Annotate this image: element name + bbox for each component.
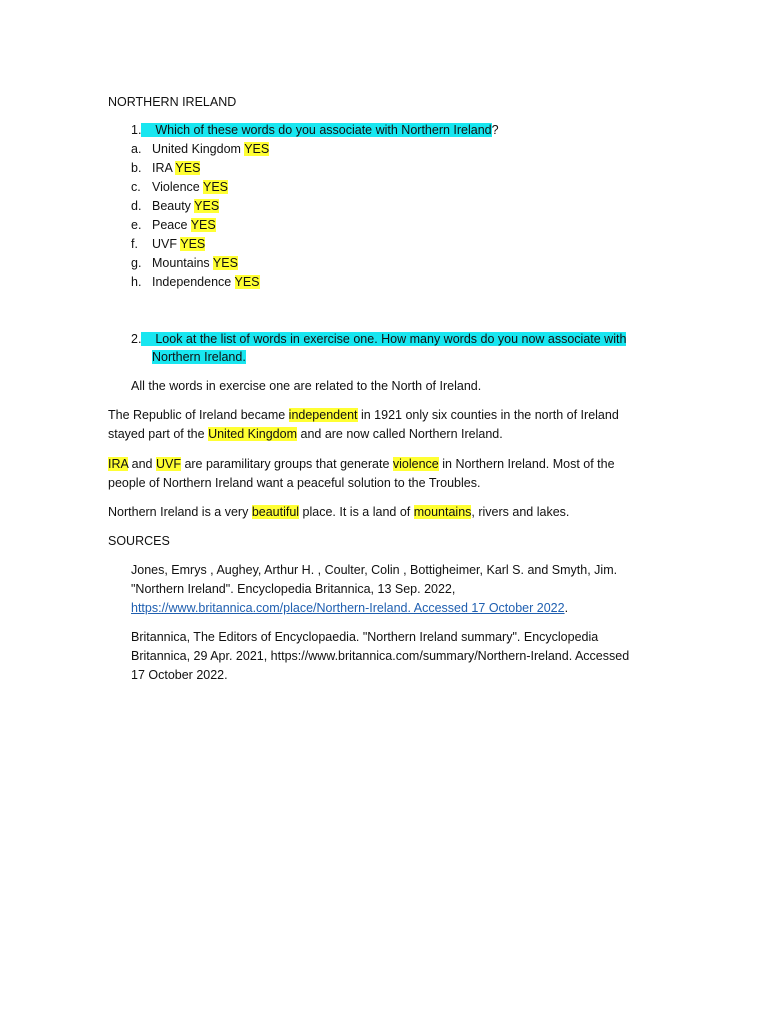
question-text-highlight: Which of these words do you associate with Northern Ireland <box>141 123 491 137</box>
yes-highlight: YES <box>180 237 206 251</box>
list-item: g. Mountains YES <box>131 256 238 270</box>
answer-statement: All the words in exercise one are related to the North of Ireland. <box>131 379 482 393</box>
list-item: f. UVF YES <box>131 237 206 251</box>
list-item: a. United Kingdom YES <box>131 142 270 156</box>
source-1-line2: "Northern Ireland". Encyclopedia Britannica, 13 Sep. 2022, <box>131 582 456 596</box>
yes-highlight: YES <box>190 218 216 232</box>
paragraph-landscape: Northern Ireland is a very beautiful place. It is a land of mountains, rivers and lakes. <box>108 505 570 519</box>
source-2-line3: 17 October 2022. <box>131 668 228 682</box>
question-2-continued: Northern Ireland. <box>152 350 246 364</box>
question-2 <box>131 331 626 347</box>
question-1: 1. Which of these words do you associate with Northern Ireland? <box>131 123 499 137</box>
list-item: c. Violence YES <box>131 180 228 194</box>
yes-highlight: YES <box>244 142 270 156</box>
yes-highlight: YES <box>194 199 220 213</box>
source-2-line1: Britannica, The Editors of Encyclopaedia. "Northern Ireland summary". Encyclopedia <box>131 630 599 644</box>
question-number: 1. <box>131 123 142 137</box>
yes-highlight: YES <box>175 161 201 175</box>
paragraph-paramilitary: IRA and UVF are paramilitary groups that generate violence in Northern Ireland. Most of the <box>108 457 615 471</box>
paragraph-paramilitary-line2: people of Northern Ireland want a peaceful solution to the Troubles. <box>108 476 481 490</box>
list-item: d. Beauty YES <box>131 199 220 213</box>
list-item: e. Peace YES <box>131 218 216 232</box>
paragraph-independence-line2: stayed part of the United Kingdom and are now called Northern Ireland. <box>108 427 503 441</box>
britannica-link[interactable]: https://www.britannica.com/place/Northern-Ireland. Accessed 17 October 2022 <box>131 601 565 615</box>
list-item: h. Independence YES <box>131 275 260 289</box>
sources-heading: SOURCES <box>108 534 170 548</box>
yes-highlight: YES <box>234 275 260 289</box>
paragraph-independence: The Republic of Ireland became independent in 1921 only six counties in the north of Ireland <box>108 408 619 422</box>
list-item: b. IRA YES <box>131 161 201 175</box>
source-1-line1: Jones, Emrys , Aughey, Arthur H. , Coulter, Colin , Bottigheimer, Karl S. and Smyth, Jim. <box>131 563 618 577</box>
yes-highlight: YES <box>212 256 238 270</box>
question-number: 2. <box>131 332 142 346</box>
source-1-line3: https://www.britannica.com/place/Northern-Ireland. Accessed 17 October 2022. <box>131 601 569 615</box>
page-heading: NORTHERN IRELAND <box>108 95 237 109</box>
source-2-line2: Britannica, 29 Apr. 2021, https://www.britannica.com/summary/Northern-Ireland. Accessed <box>131 649 630 663</box>
yes-highlight: YES <box>202 180 228 194</box>
question-text-highlight: Look at the list of words in exercise one. How many words do you now associate with <box>141 332 626 346</box>
